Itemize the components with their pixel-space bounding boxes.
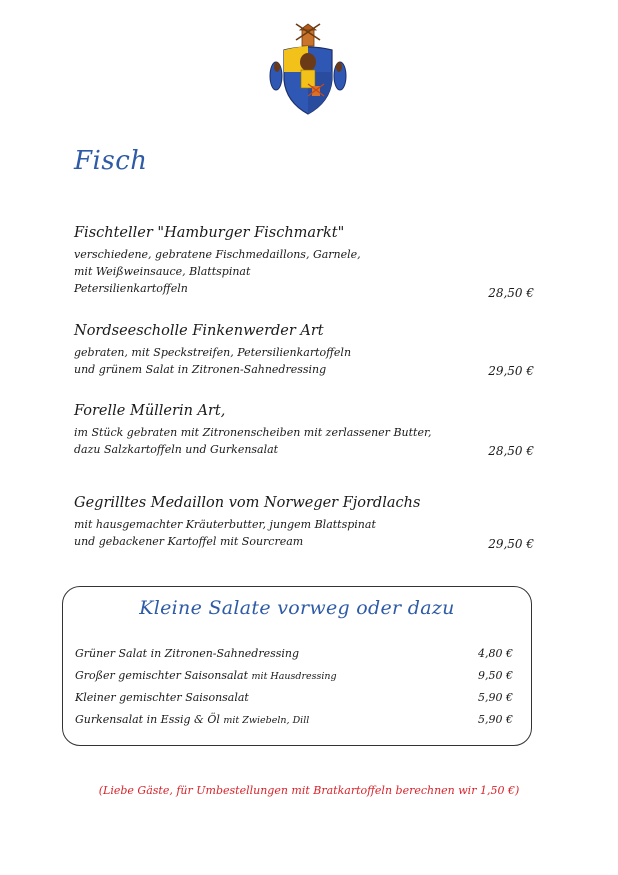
dish-description-line: und gebackener Kartoffel mit Sourcream (74, 535, 304, 548)
dish-item (74, 494, 534, 551)
salad-row (75, 713, 513, 731)
dish-price: 28,50 € (488, 444, 534, 458)
salad-row (75, 691, 513, 709)
footer-note: (Liebe Gäste, für Umbestellungen mit Bratkartoffeln berechnen wir 1,50 €) (98, 784, 520, 797)
salads-title: Kleine Salate vorweg oder dazu (139, 597, 455, 619)
dish-description-line: dazu Salzkartoffeln und Gurkensalat (74, 443, 279, 456)
restaurant-crest-logo (268, 22, 348, 118)
salad-price: 9,50 € (478, 669, 513, 682)
dish-description-line: Petersilienkartoffeln (74, 282, 188, 295)
dish-name: Forelle Müllerin Art, (74, 403, 226, 419)
salad-price: 5,90 € (478, 691, 513, 704)
dish-description-line: und grünem Salat in Zitronen-Sahnedressing (74, 363, 327, 376)
dish-description-line: im Stück gebraten mit Zitronenscheiben mit zerlassener Butter, (74, 426, 432, 439)
dish-description-line: verschiedene, gebratene Fischmedaillons, Garnele, (74, 248, 361, 261)
salad-price: 5,90 € (478, 713, 513, 726)
dish-item (74, 402, 534, 458)
salad-name: Großer gemischter Saisonsalat mit Hausdressing (75, 669, 337, 682)
dish-description-line: mit Weißweinsauce, Blattspinat (74, 265, 251, 278)
salads-box (62, 586, 532, 746)
salad-name: Kleiner gemischter Saisonsalat (75, 691, 249, 704)
dish-name: Gegrilltes Medaillon vom Norweger Fjordlachs (74, 495, 421, 511)
salad-row (75, 669, 513, 687)
salad-name: Gurkensalat in Essig & Öl mit Zwiebeln, Dill (75, 713, 310, 726)
dish-price: 29,50 € (488, 364, 534, 378)
dish-description-line: mit hausgemachter Kräuterbutter, jungem Blattspinat (74, 518, 376, 531)
dish-item (74, 224, 534, 300)
dish-description-line: gebraten, mit Speckstreifen, Petersilienkartoffeln (74, 346, 352, 359)
dish-name: Nordseescholle Finkenwerder Art (74, 323, 324, 339)
section-title: Fisch (74, 146, 148, 176)
salad-extra: mit Zwiebeln, Dill (223, 715, 310, 726)
dish-price: 29,50 € (488, 537, 534, 551)
salad-row (75, 647, 513, 665)
dish-price: 28,50 € (488, 286, 534, 300)
dish-item (74, 322, 534, 378)
salad-extra: mit Hausdressing (251, 671, 337, 682)
dish-name: Fischteller "Hamburger Fischmarkt" (74, 225, 345, 241)
salad-name: Grüner Salat in Zitronen-Sahnedressing (75, 647, 300, 660)
windmill-icon (296, 24, 320, 46)
salad-price: 4,80 € (478, 647, 513, 660)
